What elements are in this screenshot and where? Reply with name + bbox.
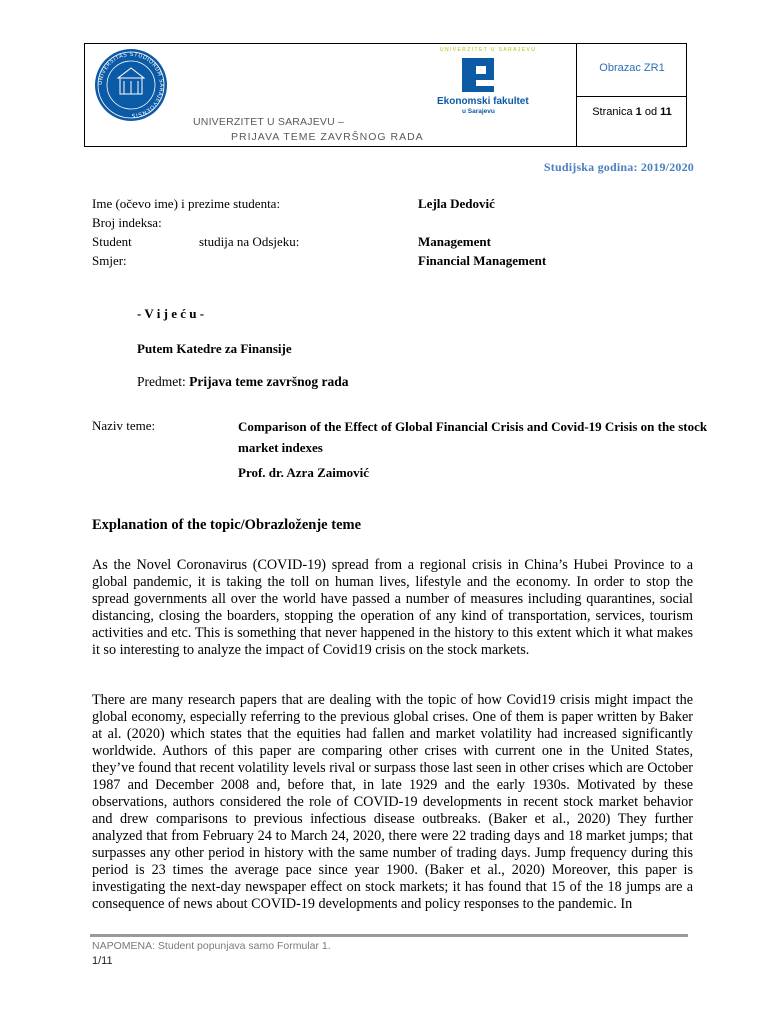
subject-value: Prijava teme završnog rada (189, 374, 349, 389)
page-prefix: Stranica (592, 106, 633, 118)
department-value: Management (418, 234, 491, 249)
addressee: - V i j e ć u - (137, 306, 205, 321)
svg-text:UNIVERSITAS STUDIORUM SARAJEVO: UNIVERSITAS STUDIORUM SARAJEVOENSIS (97, 51, 165, 119)
paragraph: There are many research papers that are dealing with the topic of how Covid19 crisis might impact the global economy, especially referring to the previous global crises. One of them is paper written by Baker at al. (2020) which states that the equities had fallen and market volatility had increased significantly worldwide. Authors of this paper are comparing other crises with current one in the United States, they’ve found that recent volatility levels rival or surpass those last seen in other crises which are October 1987 and December 2008 and, before that, in late 1929 and the early 1930s. Motivated by these observations, authors considered the role of COVID-19 developments in recent stock market behavior and drew comparisons to previous infectious disease outbreaks. (Baker et al., 2020) They further analyzed that from February 24 to March 24, 2020, there were 22 trading days and 18 market jumps; that surpasses any other period in history with the same number of trading days. Jump frequency during this period is 23 times the average pace since year 1900. (Baker et al., 2020) Moreover, this paper is investigating the next-day newspaper effect on stock markets; it has found that 15 of the 18 jumps are a consequence of news about COVID-19 developments and policy responses to the pandemic. In (92, 692, 693, 912)
footer-page-number: 1/11 (92, 955, 113, 967)
mentor-name: Prof. dr. Azra Zaimović (238, 465, 370, 480)
subject-line (137, 374, 348, 390)
page-of: od (644, 106, 658, 118)
footer-divider (90, 934, 688, 937)
via-department: Putem Katedre za Finansije (137, 341, 292, 356)
faculty-city: u Sarajevu (462, 108, 495, 115)
faculty-logo-icon (460, 56, 496, 94)
university-seal (94, 48, 168, 122)
page-indicator (577, 106, 687, 118)
student-name-label: Ime (očevo ime) i prezime studenta: (92, 196, 281, 211)
faculty-name: Ekonomski fakultet (437, 96, 529, 107)
header-divider (576, 43, 577, 147)
page-total: 11 (660, 106, 672, 118)
major-label: Smjer: (92, 253, 127, 268)
form-title: PRIJAVA TEME ZAVRŠNOG RADA (231, 131, 424, 143)
university-name: UNIVERZITET U SARAJEVU – (193, 116, 345, 128)
student-name-value: Lejla Dedović (418, 196, 495, 211)
index-label: Broj indeksa: (92, 215, 162, 230)
footer-note: NAPOMENA: Student popunjava samo Formular 1. (92, 940, 331, 952)
topic-title: Comparison of the Effect of Global Financial Crisis and Covid-19 Crisis on the stock market indexes (238, 419, 708, 455)
department-label-2: studija na Odsjeku: (199, 234, 300, 249)
paragraph: As the Novel Coronavirus (COVID-19) spread from a regional crisis in China’s Hubei Province to a global pandemic, it is taking the toll on human lives, lifestyle and the economy. In order to stop the spread governments all over the world have passed a number of measures including quarantines, social distancing, closing the boarders, stopping the operation of any kind of transportation, services, tourism activities and etc. This is something that never happened in the history to this extent which it what makes it so interesting to analyze the impact of Covid19 crisis on the stock markets. (92, 557, 693, 658)
major-value: Financial Management (418, 253, 547, 268)
subject-label: Predmet: (137, 374, 186, 389)
topic-label: Naziv teme: (92, 418, 156, 433)
header-divider (576, 96, 687, 97)
faculty-small-caption: UNIVERZITET U SARAJEVU (440, 47, 537, 53)
explanation-heading: Explanation of the topic/Obrazloženje teme (92, 517, 362, 533)
academic-year: Studijska godina: 2019/2020 (543, 160, 694, 174)
form-code: Obrazac ZR1 (599, 62, 665, 74)
department-label-1: Student (92, 234, 132, 249)
page-current: 1 (635, 106, 642, 118)
